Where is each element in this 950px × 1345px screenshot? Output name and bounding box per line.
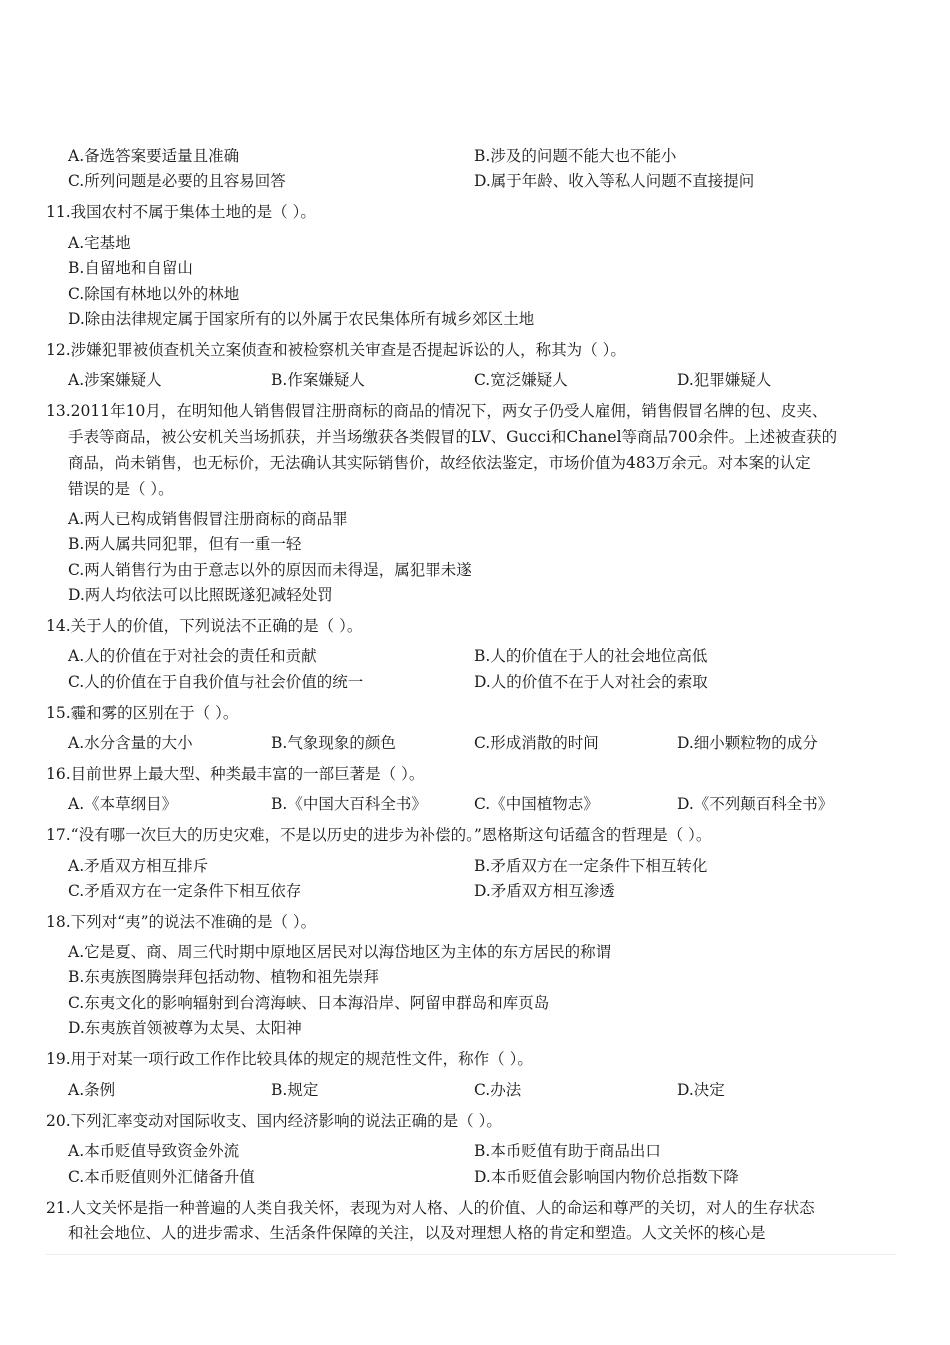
q18-option-b: B.东夷族图腾崇拜包括动物、植物和祖先崇拜	[68, 968, 379, 986]
q19-stem: 19.用于对某一项行政工作作比较具体的规定的规范性文件，称作（ ）。	[46, 1050, 533, 1068]
q12-option-b: B.作案嫌疑人	[271, 371, 365, 389]
q21-stem-line-1: 21.人文关怀是指一种普遍的人类自我关怀，表现为对人格、人的价值、人的命运和尊严的关切，对人的生存状态	[46, 1199, 815, 1217]
q13-stem-line-4: 错误的是（ ）。	[68, 480, 174, 498]
q13-stem-line-3: 商品，尚未销售，也无标价，无法确认其实际销售价，故经依法鉴定，市场价值为483万余元。对本案的认定	[68, 454, 811, 472]
q19-option-b: B.规定	[271, 1081, 319, 1099]
q13-stem-line-1: 13.2011年10月，在明知他人销售假冒注册商标的商品的情况下，两女子仍受人雇佣，销售假冒名牌的包、皮夹、	[46, 402, 828, 420]
q13-option-d: D.两人均依法可以比照既遂犯减轻处罚	[68, 586, 333, 604]
q11-option-c: C.除国有林地以外的林地	[68, 285, 240, 303]
q19-option-d: D.决定	[677, 1081, 725, 1099]
q14-option-d: D.人的价值不在于人对社会的索取	[474, 673, 708, 691]
q20-option-b: B.本币贬值有助于商品出口	[474, 1142, 661, 1160]
q18-option-c: C.东夷文化的影响辐射到台湾海峡、日本海沿岸、阿留申群岛和库页岛	[68, 994, 550, 1012]
q15-option-b: B.气象现象的颜色	[271, 734, 396, 752]
q16-option-a: A.《本草纲目》	[68, 795, 178, 813]
q16-option-c: C.《中国植物志》	[474, 795, 599, 813]
q12-option-a: A.涉案嫌疑人	[68, 371, 162, 389]
q11-option-d: D.除由法律规定属于国家所有的以外属于农民集体所有城乡郊区土地	[68, 310, 535, 328]
page-bottom-divider	[46, 1254, 896, 1255]
q14-stem: 14.关于人的价值，下列说法不正确的是（ ）。	[46, 617, 363, 635]
q10-option-a: A.备选答案要适量且准确	[68, 147, 240, 165]
q19-option-a: A.条例	[68, 1081, 116, 1099]
q10-option-b: B.涉及的问题不能大也不能小	[474, 147, 677, 165]
q17-option-b: B.矛盾双方在一定条件下相互转化	[474, 857, 708, 875]
q17-option-c: C.矛盾双方在一定条件下相互依存	[68, 882, 302, 900]
q14-option-b: B.人的价值在于人的社会地位高低	[474, 647, 708, 665]
q20-option-d: D.本币贬值会影响国内物价总指数下降	[474, 1168, 739, 1186]
q21-stem-line-2: 和社会地位、人的进步需求、生活条件保障的关注，以及对理想人格的肯定和塑造。人文关怀的核心是	[68, 1224, 766, 1242]
q18-stem: 18.下列对“夷”的说法不准确的是（ ）。	[46, 913, 317, 931]
q13-option-a: A.两人已构成销售假冒注册商标的商品罪	[68, 510, 348, 528]
q16-stem: 16.目前世界上最大型、种类最丰富的一部巨著是（ ）。	[46, 765, 425, 783]
q20-option-c: C.本币贬值则外汇储备升值	[68, 1168, 255, 1186]
q13-option-c: C.两人销售行为由于意志以外的原因而未得逞，属犯罪未遂	[68, 561, 472, 579]
q15-option-a: A.水分含量的大小	[68, 734, 193, 752]
q12-stem: 12.涉嫌犯罪被侦查机关立案侦查和被检察机关审查是否提起诉讼的人，称其为（ ）。	[46, 341, 626, 359]
q16-option-b: B.《中国大百科全书》	[271, 795, 427, 813]
q15-option-c: C.形成消散的时间	[474, 734, 599, 752]
q11-stem: 11.我国农村不属于集体土地的是（ ）。	[46, 203, 316, 221]
q13-stem-line-2: 手表等商品，被公安机关当场抓获，并当场缴获各类假冒的LV、Gucci和Chanel等商品700余件。上述被查获的	[68, 428, 838, 446]
q11-option-a: A.宅基地	[68, 234, 131, 252]
q17-option-d: D.矛盾双方相互渗透	[474, 882, 615, 900]
q10-option-d: D.属于年龄、收入等私人问题不直接提问	[474, 172, 755, 190]
q13-option-b: B.两人属共同犯罪，但有一重一轻	[68, 535, 302, 553]
q12-option-c: C.宽泛嫌疑人	[474, 371, 568, 389]
q11-option-b: B.自留地和自留山	[68, 259, 193, 277]
q17-option-a: A.矛盾双方相互排斥	[68, 857, 209, 875]
q15-stem: 15.霾和雾的区别在于（ ）。	[46, 704, 239, 722]
q17-stem: 17.“没有哪一次巨大的历史灾难，不是以历史的进步为补偿的。”恩格斯这句话蕴含的哲理是（ ）。	[46, 826, 712, 844]
q16-option-d: D.《不列颠百科全书》	[677, 795, 834, 813]
q15-option-d: D.细小颗粒物的成分	[677, 734, 818, 752]
q10-option-c: C.所列问题是必要的且容易回答	[68, 172, 286, 190]
q19-option-c: C.办法	[474, 1081, 522, 1099]
q20-option-a: A.本币贬值导致资金外流	[68, 1142, 240, 1160]
q18-option-d: D.东夷族首领被尊为太昊、太阳神	[68, 1019, 302, 1037]
q18-option-a: A.它是夏、商、周三代时期中原地区居民对以海岱地区为主体的东方居民的称谓	[68, 943, 612, 961]
q14-option-c: C.人的价值在于自我价值与社会价值的统一	[68, 673, 364, 691]
q14-option-a: A.人的价值在于对社会的责任和贡献	[68, 647, 317, 665]
q20-stem: 20.下列汇率变动对国际收支、国内经济影响的说法正确的是（ ）。	[46, 1112, 502, 1130]
q12-option-d: D.犯罪嫌疑人	[677, 371, 772, 389]
